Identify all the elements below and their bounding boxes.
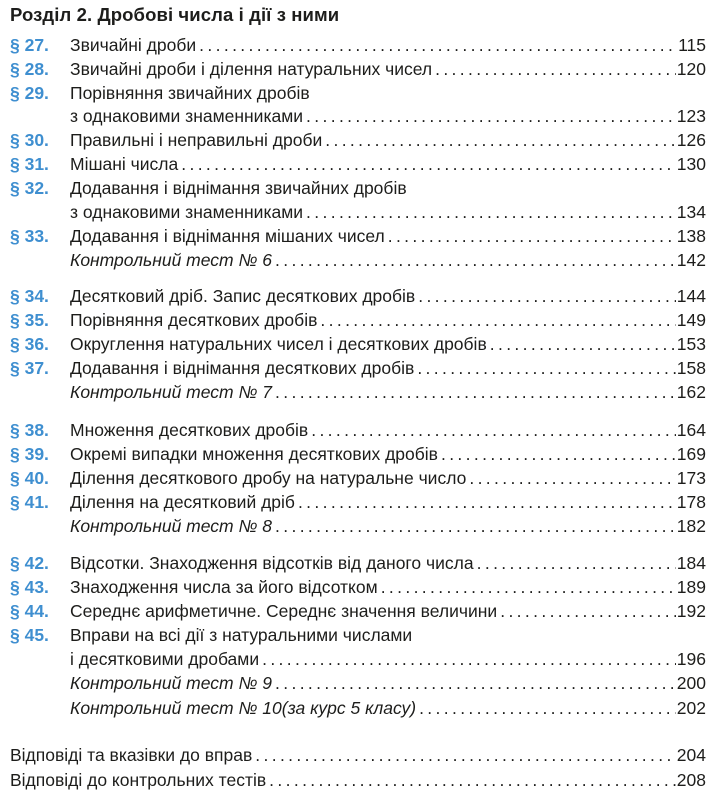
entry-line bbox=[70, 200, 706, 224]
toc-entry[interactable] bbox=[10, 514, 706, 538]
dot-leader bbox=[275, 671, 676, 695]
section-number: § 38. bbox=[10, 420, 49, 440]
entry-line bbox=[70, 380, 706, 404]
section-number: § 42. bbox=[10, 553, 49, 573]
entry-line bbox=[70, 442, 706, 466]
page-number: 123 bbox=[676, 106, 706, 126]
page-number: 134 bbox=[676, 202, 706, 222]
toc-entry[interactable] bbox=[10, 284, 706, 308]
section-number: § 27. bbox=[10, 35, 49, 55]
toc-entry[interactable] bbox=[10, 442, 706, 466]
dot-leader bbox=[269, 768, 676, 792]
section-number: § 41. bbox=[10, 492, 49, 512]
entry-title: Округлення натуральних чисел і десяткових дробів bbox=[70, 334, 487, 354]
toc-entry[interactable] bbox=[10, 575, 706, 599]
entry-line bbox=[70, 224, 706, 248]
section-number: § 43. bbox=[10, 577, 49, 597]
dot-leader bbox=[298, 490, 676, 514]
page-number: 208 bbox=[676, 770, 706, 790]
entry-title: Десятковий дріб. Запис десяткових дробів bbox=[70, 286, 416, 306]
section-number: § 32. bbox=[10, 178, 49, 198]
entry-line bbox=[70, 490, 706, 514]
toc-entry[interactable] bbox=[10, 490, 706, 514]
page-number: 204 bbox=[676, 745, 706, 765]
section-number: § 40. bbox=[10, 468, 49, 488]
page-number: 189 bbox=[676, 577, 706, 597]
dot-leader bbox=[181, 152, 676, 176]
dot-leader bbox=[262, 647, 676, 671]
dot-leader bbox=[306, 200, 676, 224]
page-number: 158 bbox=[676, 358, 706, 378]
dot-leader bbox=[435, 57, 676, 81]
entry-line bbox=[70, 356, 706, 380]
test-title: Контрольний тест № 7 bbox=[70, 382, 273, 402]
entry-line bbox=[70, 104, 706, 128]
entry-title: Звичайні дроби і ділення натуральних чисел bbox=[70, 59, 433, 79]
section-number: § 45. bbox=[10, 625, 49, 645]
section-number: § 37. bbox=[10, 358, 49, 378]
dot-leader bbox=[275, 380, 676, 404]
toc-entry[interactable] bbox=[10, 81, 706, 105]
page-number: 169 bbox=[676, 444, 706, 464]
entry-line bbox=[70, 81, 706, 105]
entry-title-continued: з однаковими знаменниками bbox=[70, 202, 304, 222]
entry-title: Окремі випадки множення десяткових дробів bbox=[70, 444, 438, 464]
toc-entry[interactable] bbox=[10, 33, 706, 57]
entry-line bbox=[10, 743, 706, 767]
entry-line bbox=[70, 575, 706, 599]
dot-leader bbox=[275, 248, 676, 272]
entry-line bbox=[10, 768, 706, 792]
entry-title: Додавання і віднімання мішаних чисел bbox=[70, 226, 385, 246]
toc-entry[interactable] bbox=[10, 380, 706, 404]
toc-entry-continuation[interactable] bbox=[10, 104, 706, 128]
section-number: § 39. bbox=[10, 444, 49, 464]
dot-leader bbox=[255, 743, 676, 767]
entry-title: Ділення на десятковий дріб bbox=[70, 492, 295, 512]
dot-leader bbox=[388, 224, 676, 248]
entry-title-continued: з однаковими знаменниками bbox=[70, 106, 304, 126]
toc-entry[interactable] bbox=[10, 599, 706, 623]
entry-line bbox=[70, 623, 706, 647]
entry-title: Відсотки. Знаходження відсотків від даного числа bbox=[70, 553, 474, 573]
appendix-title: Відповіді до контрольних тестів bbox=[10, 770, 267, 790]
dot-leader bbox=[477, 551, 676, 575]
entry-line bbox=[70, 466, 706, 490]
entry-line bbox=[70, 671, 706, 695]
appendix-title: Відповіді та вказівки до вправ bbox=[10, 745, 253, 765]
page-number: 120 bbox=[676, 59, 706, 79]
entry-title: Вправи на всі дії з натуральними числами bbox=[70, 625, 413, 645]
section-number: § 28. bbox=[10, 59, 49, 79]
page-number: 184 bbox=[676, 553, 706, 573]
toc-entry[interactable] bbox=[10, 671, 706, 695]
entry-line bbox=[70, 514, 706, 538]
entry-line bbox=[70, 33, 706, 57]
dot-leader bbox=[418, 284, 676, 308]
page-number: 130 bbox=[676, 154, 706, 174]
toc-entry[interactable] bbox=[10, 696, 706, 720]
entry-title: Порівняння звичайних дробів bbox=[70, 83, 310, 103]
toc-entry[interactable] bbox=[10, 332, 706, 356]
page-number: 126 bbox=[676, 130, 706, 150]
dot-leader bbox=[441, 442, 676, 466]
toc-entry[interactable] bbox=[10, 551, 706, 575]
page-number: 115 bbox=[678, 35, 706, 55]
dot-leader bbox=[419, 696, 676, 720]
page-number: 138 bbox=[676, 226, 706, 246]
toc-entry[interactable] bbox=[10, 466, 706, 490]
dot-leader bbox=[306, 104, 676, 128]
page-number: 162 bbox=[676, 382, 706, 402]
entry-note: (за курс 5 класу) bbox=[281, 698, 417, 718]
toc-entry[interactable] bbox=[10, 248, 706, 272]
entry-line bbox=[70, 57, 706, 81]
page-number: 153 bbox=[676, 334, 706, 354]
entry-title: Ділення десяткового дробу на натуральне число bbox=[70, 468, 467, 488]
test-title: Контрольний тест № 9 bbox=[70, 673, 273, 693]
entry-title: Додавання і віднімання десяткових дробів bbox=[70, 358, 415, 378]
section-number: § 29. bbox=[10, 83, 49, 103]
entry-title: Правильні і неправильні дроби bbox=[70, 130, 323, 150]
dot-leader bbox=[490, 332, 676, 356]
section-number: § 30. bbox=[10, 130, 49, 150]
page-number: 196 bbox=[676, 649, 706, 669]
page-number: 182 bbox=[676, 516, 706, 536]
entry-title: Середнє арифметичне. Середнє значення величини bbox=[70, 601, 498, 621]
entry-title: Порівняння десяткових дробів bbox=[70, 310, 318, 330]
appendix-entry[interactable] bbox=[10, 768, 706, 792]
test-title: Контрольний тест № 8 bbox=[70, 516, 273, 536]
page-number: 202 bbox=[676, 698, 706, 718]
chapter-title: Розділ 2. Дробові числа і дії з ними bbox=[10, 4, 340, 25]
dot-leader bbox=[500, 599, 676, 623]
toc-entry-continuation[interactable] bbox=[10, 647, 706, 671]
dot-leader bbox=[275, 514, 676, 538]
toc-entry[interactable] bbox=[10, 128, 706, 152]
toc-entry[interactable] bbox=[10, 57, 706, 81]
page-number: 164 bbox=[676, 420, 706, 440]
entry-line bbox=[70, 284, 706, 308]
test-title: Контрольний тест № 10 bbox=[70, 698, 282, 718]
dot-leader bbox=[469, 466, 675, 490]
entry-line bbox=[70, 308, 706, 332]
section-number: § 34. bbox=[10, 286, 49, 306]
dot-leader bbox=[320, 308, 675, 332]
entry-line bbox=[70, 152, 706, 176]
entry-line bbox=[70, 332, 706, 356]
entry-title: Множення десяткових дробів bbox=[70, 420, 309, 440]
section-number: § 36. bbox=[10, 334, 49, 354]
section-number: § 44. bbox=[10, 601, 49, 621]
toc-entry[interactable] bbox=[10, 176, 706, 200]
test-title: Контрольний тест № 6 bbox=[70, 250, 273, 270]
entry-line bbox=[70, 551, 706, 575]
dot-leader bbox=[381, 575, 676, 599]
entry-line bbox=[70, 418, 706, 442]
page-number: 173 bbox=[676, 468, 706, 488]
page-number: 149 bbox=[676, 310, 706, 330]
entry-title: Знаходження числа за його відсотком bbox=[70, 577, 378, 597]
toc-entry[interactable] bbox=[10, 224, 706, 248]
entry-line bbox=[70, 176, 706, 200]
page-number: 142 bbox=[676, 250, 706, 270]
dot-leader bbox=[311, 418, 676, 442]
dot-leader bbox=[325, 128, 676, 152]
entry-line bbox=[70, 647, 706, 671]
section-number: § 31. bbox=[10, 154, 49, 174]
entry-line bbox=[70, 599, 706, 623]
section-number: § 33. bbox=[10, 226, 49, 246]
entry-line bbox=[70, 248, 706, 272]
appendix-entry[interactable] bbox=[10, 743, 706, 767]
toc-entry[interactable] bbox=[10, 623, 706, 647]
toc-entry[interactable] bbox=[10, 152, 706, 176]
entry-title: Додавання і віднімання звичайних дробів bbox=[70, 178, 407, 198]
entry-title: Мішані числа bbox=[70, 154, 179, 174]
page-number: 178 bbox=[676, 492, 706, 512]
entry-line bbox=[70, 128, 706, 152]
toc-entry-continuation[interactable] bbox=[10, 200, 706, 224]
page-number: 200 bbox=[676, 673, 706, 693]
page-number: 144 bbox=[676, 286, 706, 306]
toc-entry[interactable] bbox=[10, 418, 706, 442]
entry-title-continued: і десятковими дробами bbox=[70, 649, 260, 669]
dot-leader bbox=[417, 356, 675, 380]
toc-entry[interactable] bbox=[10, 356, 706, 380]
section-number: § 35. bbox=[10, 310, 49, 330]
entry-title: Звичайні дроби bbox=[70, 35, 197, 55]
dot-leader bbox=[199, 33, 677, 57]
page-number: 192 bbox=[676, 601, 706, 621]
entry-line bbox=[70, 696, 706, 720]
toc-entry[interactable] bbox=[10, 308, 706, 332]
